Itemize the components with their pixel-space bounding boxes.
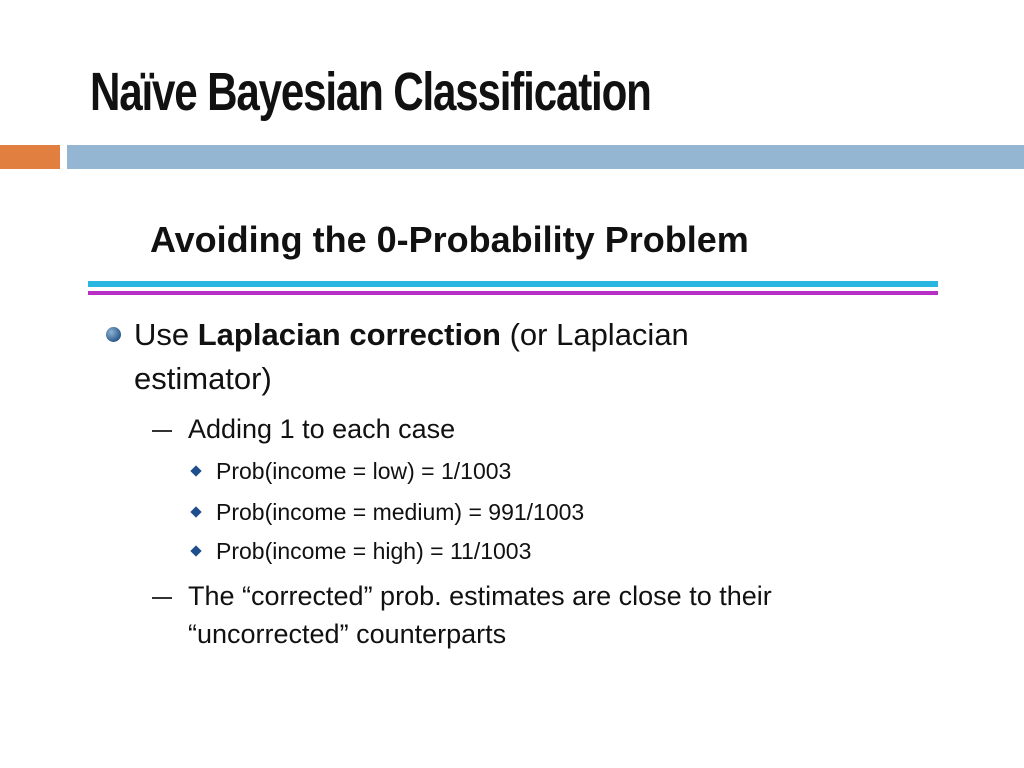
bullet-item-laplacian [134, 313, 834, 401]
diamond-bullet-icon [190, 545, 201, 556]
dash-icon [152, 597, 172, 599]
bullet-text-suffix: (or Laplacian estimator) [134, 317, 689, 396]
probability-item-medium: Prob(income = medium) = 991/1003 [216, 499, 585, 525]
probability-item-high: Prob(income = high) = 11/1003 [216, 538, 532, 564]
slide-subtitle: Avoiding the 0-Probability Problem [150, 219, 749, 260]
bullet-text-prefix: Use [134, 317, 198, 352]
round-bullet-icon [106, 327, 121, 342]
probability-item-low: Prob(income = low) = 1/1003 [216, 458, 512, 484]
sub-item-corrected-estimates: The “corrected” prob. estimates are close to their “uncorrected” counterparts [188, 581, 772, 649]
sub-item-adding-one: Adding 1 to each case [188, 414, 456, 444]
diamond-bullet-icon [190, 506, 201, 517]
diamond-bullet-icon [190, 465, 201, 476]
dash-icon [152, 430, 172, 432]
bullet-text-bold: Laplacian correction [197, 317, 501, 352]
slide-title: Naïve Bayesian Classification [90, 62, 651, 122]
